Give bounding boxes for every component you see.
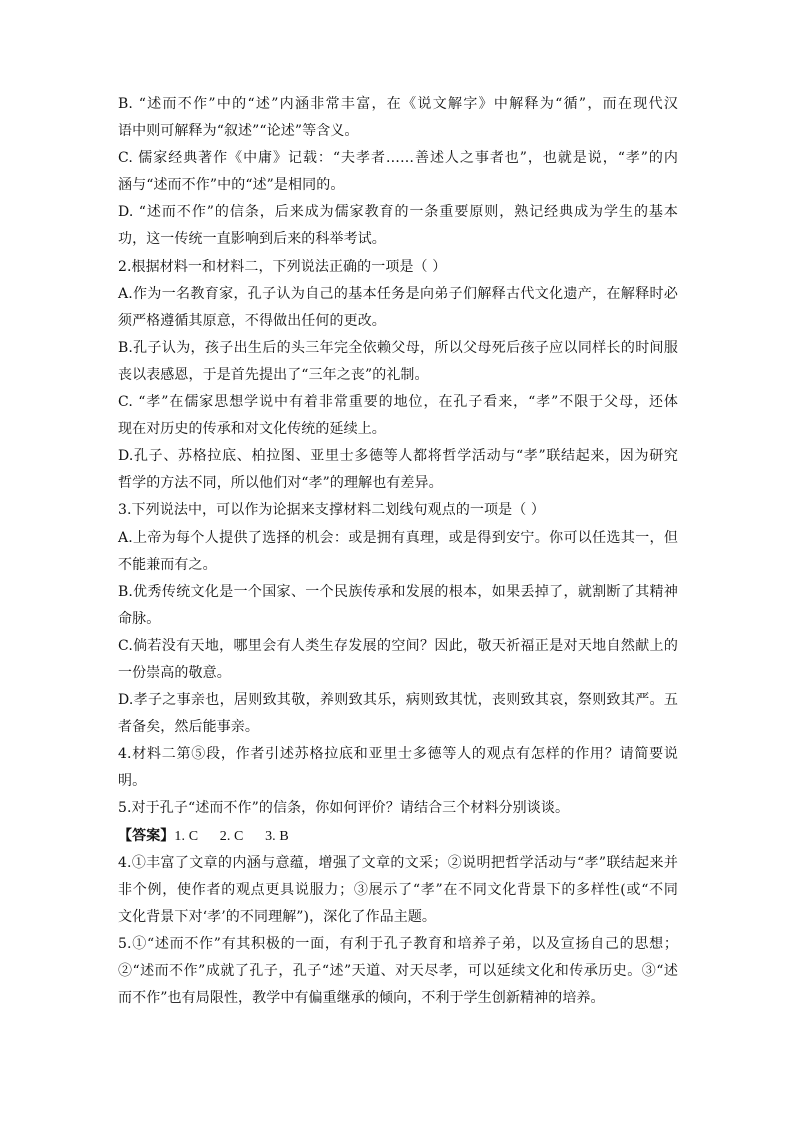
question-3-stem: 3.下列说法中，可以作为论据来支撑材料二划线句观点的一项是（ ） — [118, 502, 546, 519]
answer-choices: 1. C 2. C 3. B — [174, 828, 289, 844]
text-line: C. 儒家经典著作《中庸》记载：“夫孝者……善述人之事者也”，也就是说，“孝”的内 — [118, 150, 678, 167]
text-line: C. “孝”在儒家思想学说中有着非常重要的地位，在孔子看来，“孝”不限于父母，还体 — [118, 394, 678, 411]
text-line: 不能兼而有之。 — [118, 556, 217, 573]
question-2-stem: 2.根据材料一和材料二，下列说法正确的一项是（ ） — [118, 258, 447, 275]
answer-text-line: 4.①丰富了文章的内涵与意蕴，增强了文章的文采；②说明把哲学活动与“孝”联结起来并 — [118, 854, 678, 871]
text-line: A.上帝为每个人提供了选择的机会：或是拥有真理，或是得到安宁。你可以任选其一，但 — [118, 529, 678, 546]
answer-text-line: 而不作”也有局限性，教学中有偏重继承的倾向，不利于学生创新精神的培养。 — [118, 990, 605, 1007]
text-line: B.优秀传统文化是一个国家、一个民族传承和发展的根本，如果丢掉了，就割断了其精神 — [118, 583, 678, 600]
text-line: 涵与“述而不作”中的“述”是相同的。 — [118, 177, 345, 194]
answer-text-line: 5.①“述而不作”有其积极的一面，有利于孔子教育和培养子弟，以及宣扬自己的思想； — [118, 935, 678, 952]
text-line: 哲学的方法不同，所以他们对“孝”的理解也有差异。 — [118, 475, 443, 492]
text-line: 命脉。 — [118, 610, 161, 627]
text-line: 丧以表感恩，于是首先提出了“三年之丧”的礼制。 — [118, 366, 429, 383]
text-line: 现在对历史的传承和对文化传统的延续上。 — [118, 421, 386, 438]
text-line: 功，这一传统一直影响到后来的科举考试。 — [118, 231, 386, 248]
text-line: D.孔子、苏格拉底、柏拉图、亚里士多德等人都将哲学活动与“孝”联结起来，因为研究 — [118, 448, 678, 465]
answer-line — [118, 823, 678, 850]
text-line: D. “述而不作”的信条，后来成为儒家教育的一条重要原则，熟记经典成为学生的基本 — [118, 204, 678, 221]
text-line: 须严格遵循其原意，不得做出任何的更改。 — [118, 312, 386, 329]
text-line: C.倘若没有天地，哪里会有人类生存发展的空间？因此，敬天祈福正是对天地自然献上的 — [118, 637, 678, 654]
text-line: B. “述而不作”中的“述”内涵非常丰富，在《说文解字》中解释为“循”，而在现代汉 — [118, 96, 678, 112]
text-line: B.孔子认为，孩子出生后的头三年完全依赖父母，所以父母死后孩子应以同样长的时间服 — [118, 339, 678, 356]
document-body — [118, 91, 678, 1012]
question-4-stem: 4.材料二第⑤段，作者引述苏格拉底和亚里士多德等人的观点有怎样的作用？请简要说 — [118, 746, 678, 763]
text-line: 明。 — [118, 773, 147, 790]
text-line: A.作为一名教育家，孔子认为自己的基本任务是向弟子们解释古代文化遗产，在解释时必 — [118, 285, 678, 302]
answer-text-line: 文化背景下对‘孝’的不同理解”)，深化了作品主题。 — [118, 908, 437, 925]
answer-text-line: 非个例，使作者的观点更具说服力；③展示了“孝”在不同文化背景下的多样性(或“不同 — [118, 881, 678, 898]
text-line: 语中则可解释为“叙述”“论述”等含义。 — [118, 123, 359, 140]
question-5-stem: 5.对于孔子“述而不作”的信条，你如何评价？请结合三个材料分别谈谈。 — [118, 800, 570, 817]
text-line: 者备矣，然后能事亲。 — [118, 719, 259, 736]
answer-text-line: ②“述而不作”成就了孔子，孔子“述”天道、对天尽孝，可以延续文化和传承历史。③“述 — [118, 963, 678, 979]
text-line: 一份崇高的敬意。 — [118, 664, 231, 681]
text-line: D.孝子之事亲也，居则致其敬，养则致其乐，病则致其忧，丧则致其哀，祭则致其严。五 — [118, 692, 678, 709]
answer-label: 【答案】 — [118, 827, 175, 844]
